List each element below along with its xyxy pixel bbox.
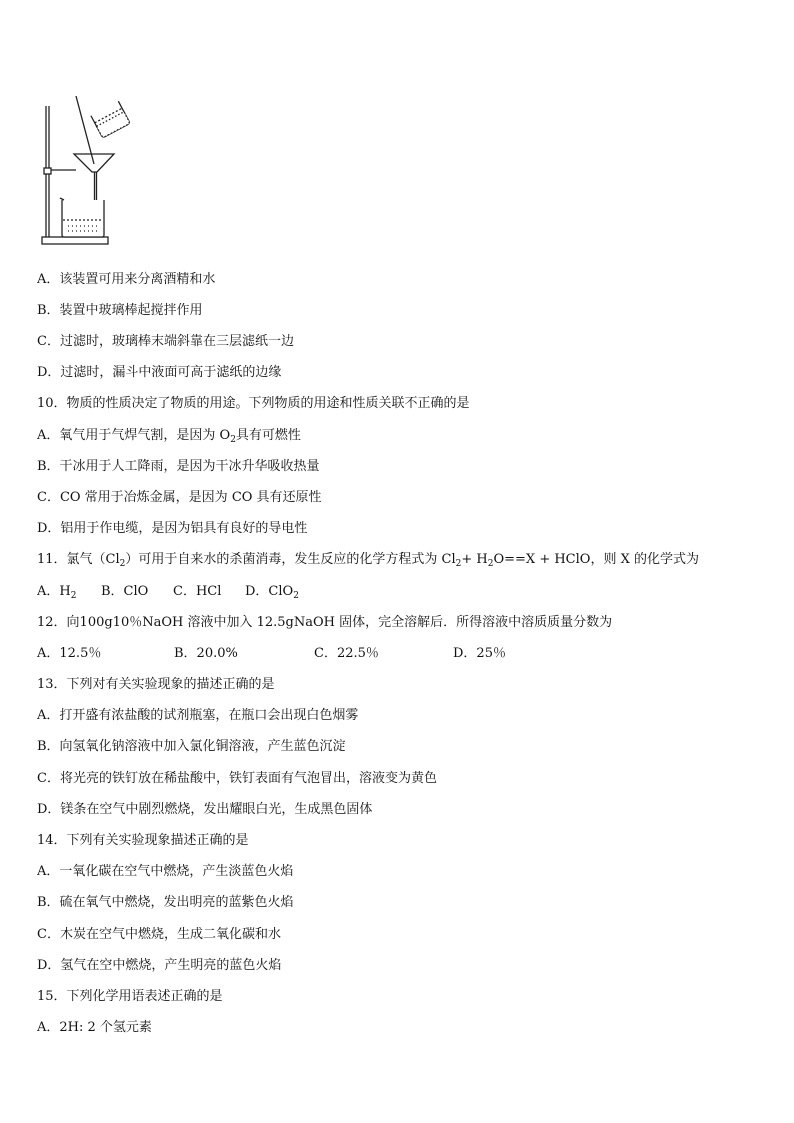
q9-option-d: D．过滤时，漏斗中液面可高于滤纸的边缘 <box>37 365 282 380</box>
q10-option-d: D．铝用于作电缆，是因为铝具有良好的导电性 <box>37 521 308 536</box>
q10-stem: 10．物质的性质决定了物质的用途。下列物质的用途和性质关联不正确的是 <box>37 396 470 411</box>
q9-option-a: A．该装置可用来分离酒精和水 <box>37 272 216 287</box>
q11-option-c: C．HCl <box>173 584 222 599</box>
q14-option-a: A．一氧化碳在空气中燃烧，产生淡蓝色火焰 <box>37 864 294 879</box>
q11-stem-sub1: 2 <box>119 559 126 569</box>
q10-option-a-pre: A．氧气用于气焊气割，是因为 O <box>37 428 231 443</box>
q11-option-a-sub: 2 <box>70 591 77 601</box>
q11-option-d <box>245 583 299 601</box>
q11-stem-sub3: 2 <box>487 559 494 569</box>
q14-option-c: C．木炭在空气中燃烧，生成二氧化碳和水 <box>37 927 281 942</box>
q10-option-a-sub: 2 <box>230 435 236 445</box>
q13-option-c: C．将光亮的铁钉放在稀盐酸中，铁钉表面有气泡冒出，溶液变为黄色 <box>37 771 437 786</box>
q14-option-d: D．氢气在空中燃烧，产生明亮的蓝色火焰 <box>37 958 282 973</box>
q15-stem: 15．下列化学用语表述正确的是 <box>37 989 223 1004</box>
q11-option-a-text: A．H <box>37 584 71 599</box>
q12-option-b: B．20.0% <box>174 646 238 661</box>
q11-option-d-text: D．ClO <box>245 584 294 599</box>
q10-option-c: C．CO 常用于冶炼金属，是因为 CO 具有还原性 <box>37 490 322 505</box>
q13-option-b: B．向氢氧化钠溶液中加入氯化铜溶液，产生蓝色沉淀 <box>37 739 346 754</box>
q10-option-a-post: 具有可燃性 <box>235 428 301 443</box>
q14-option-b: B．硫在氧气中燃烧，发出明亮的蓝紫色火焰 <box>37 895 294 910</box>
filtration-apparatus-icon <box>36 96 140 248</box>
q12-stem: 12．向100g10％NaOH 溶液中加入 12.5gNaOH 固体，完全溶解后．所得溶液中溶质质量分数为 <box>37 615 613 630</box>
q11-option-a <box>37 583 101 601</box>
q11-option-d-sub: 2 <box>293 591 299 601</box>
q11-options <box>37 583 299 601</box>
q12-option-a: A．12.5％ <box>37 646 102 661</box>
q14-stem: 14．下列有关实验现象描述正确的是 <box>37 833 249 848</box>
q12-options <box>37 645 506 663</box>
q10-option-a <box>37 427 301 445</box>
q11-stem-part1: 11．氯气（Cl <box>37 552 120 567</box>
q11-stem-sub2: 2 <box>455 559 462 569</box>
q11-stem-part4: O==X + HClO，则 X 的化学式为 <box>493 552 699 567</box>
q9-option-c: C．过滤时，玻璃棒末端斜靠在三层滤纸一边 <box>37 334 294 349</box>
q12-option-d: D．25％ <box>453 646 506 661</box>
q13-option-a: A．打开盛有浓盐酸的试剂瓶塞，在瓶口会出现白色烟雾 <box>37 708 359 723</box>
q13-option-d: D．镁条在空气中剧烈燃烧，发出耀眼白光，生成黑色固体 <box>37 802 373 817</box>
q9-option-b: B．装置中玻璃棒起搅拌作用 <box>37 303 203 318</box>
q12-option-c: C．22.5％ <box>314 646 379 661</box>
q15-option-a: A．2H: 2 个氢元素 <box>37 1020 152 1035</box>
q13-stem: 13．下列对有关实验现象的描述正确的是 <box>37 677 275 692</box>
q11-stem <box>37 551 699 569</box>
filtration-apparatus-figure <box>36 96 140 248</box>
q11-stem-part3: + H <box>461 552 488 567</box>
q11-option-b: B．ClO <box>101 584 149 599</box>
q11-stem-part2: ）可用于自来水的杀菌消毒，发生反应的化学方程式为 Cl <box>125 552 456 567</box>
q10-option-b: B．干冰用于人工降雨，是因为干冰升华吸收热量 <box>37 459 320 474</box>
